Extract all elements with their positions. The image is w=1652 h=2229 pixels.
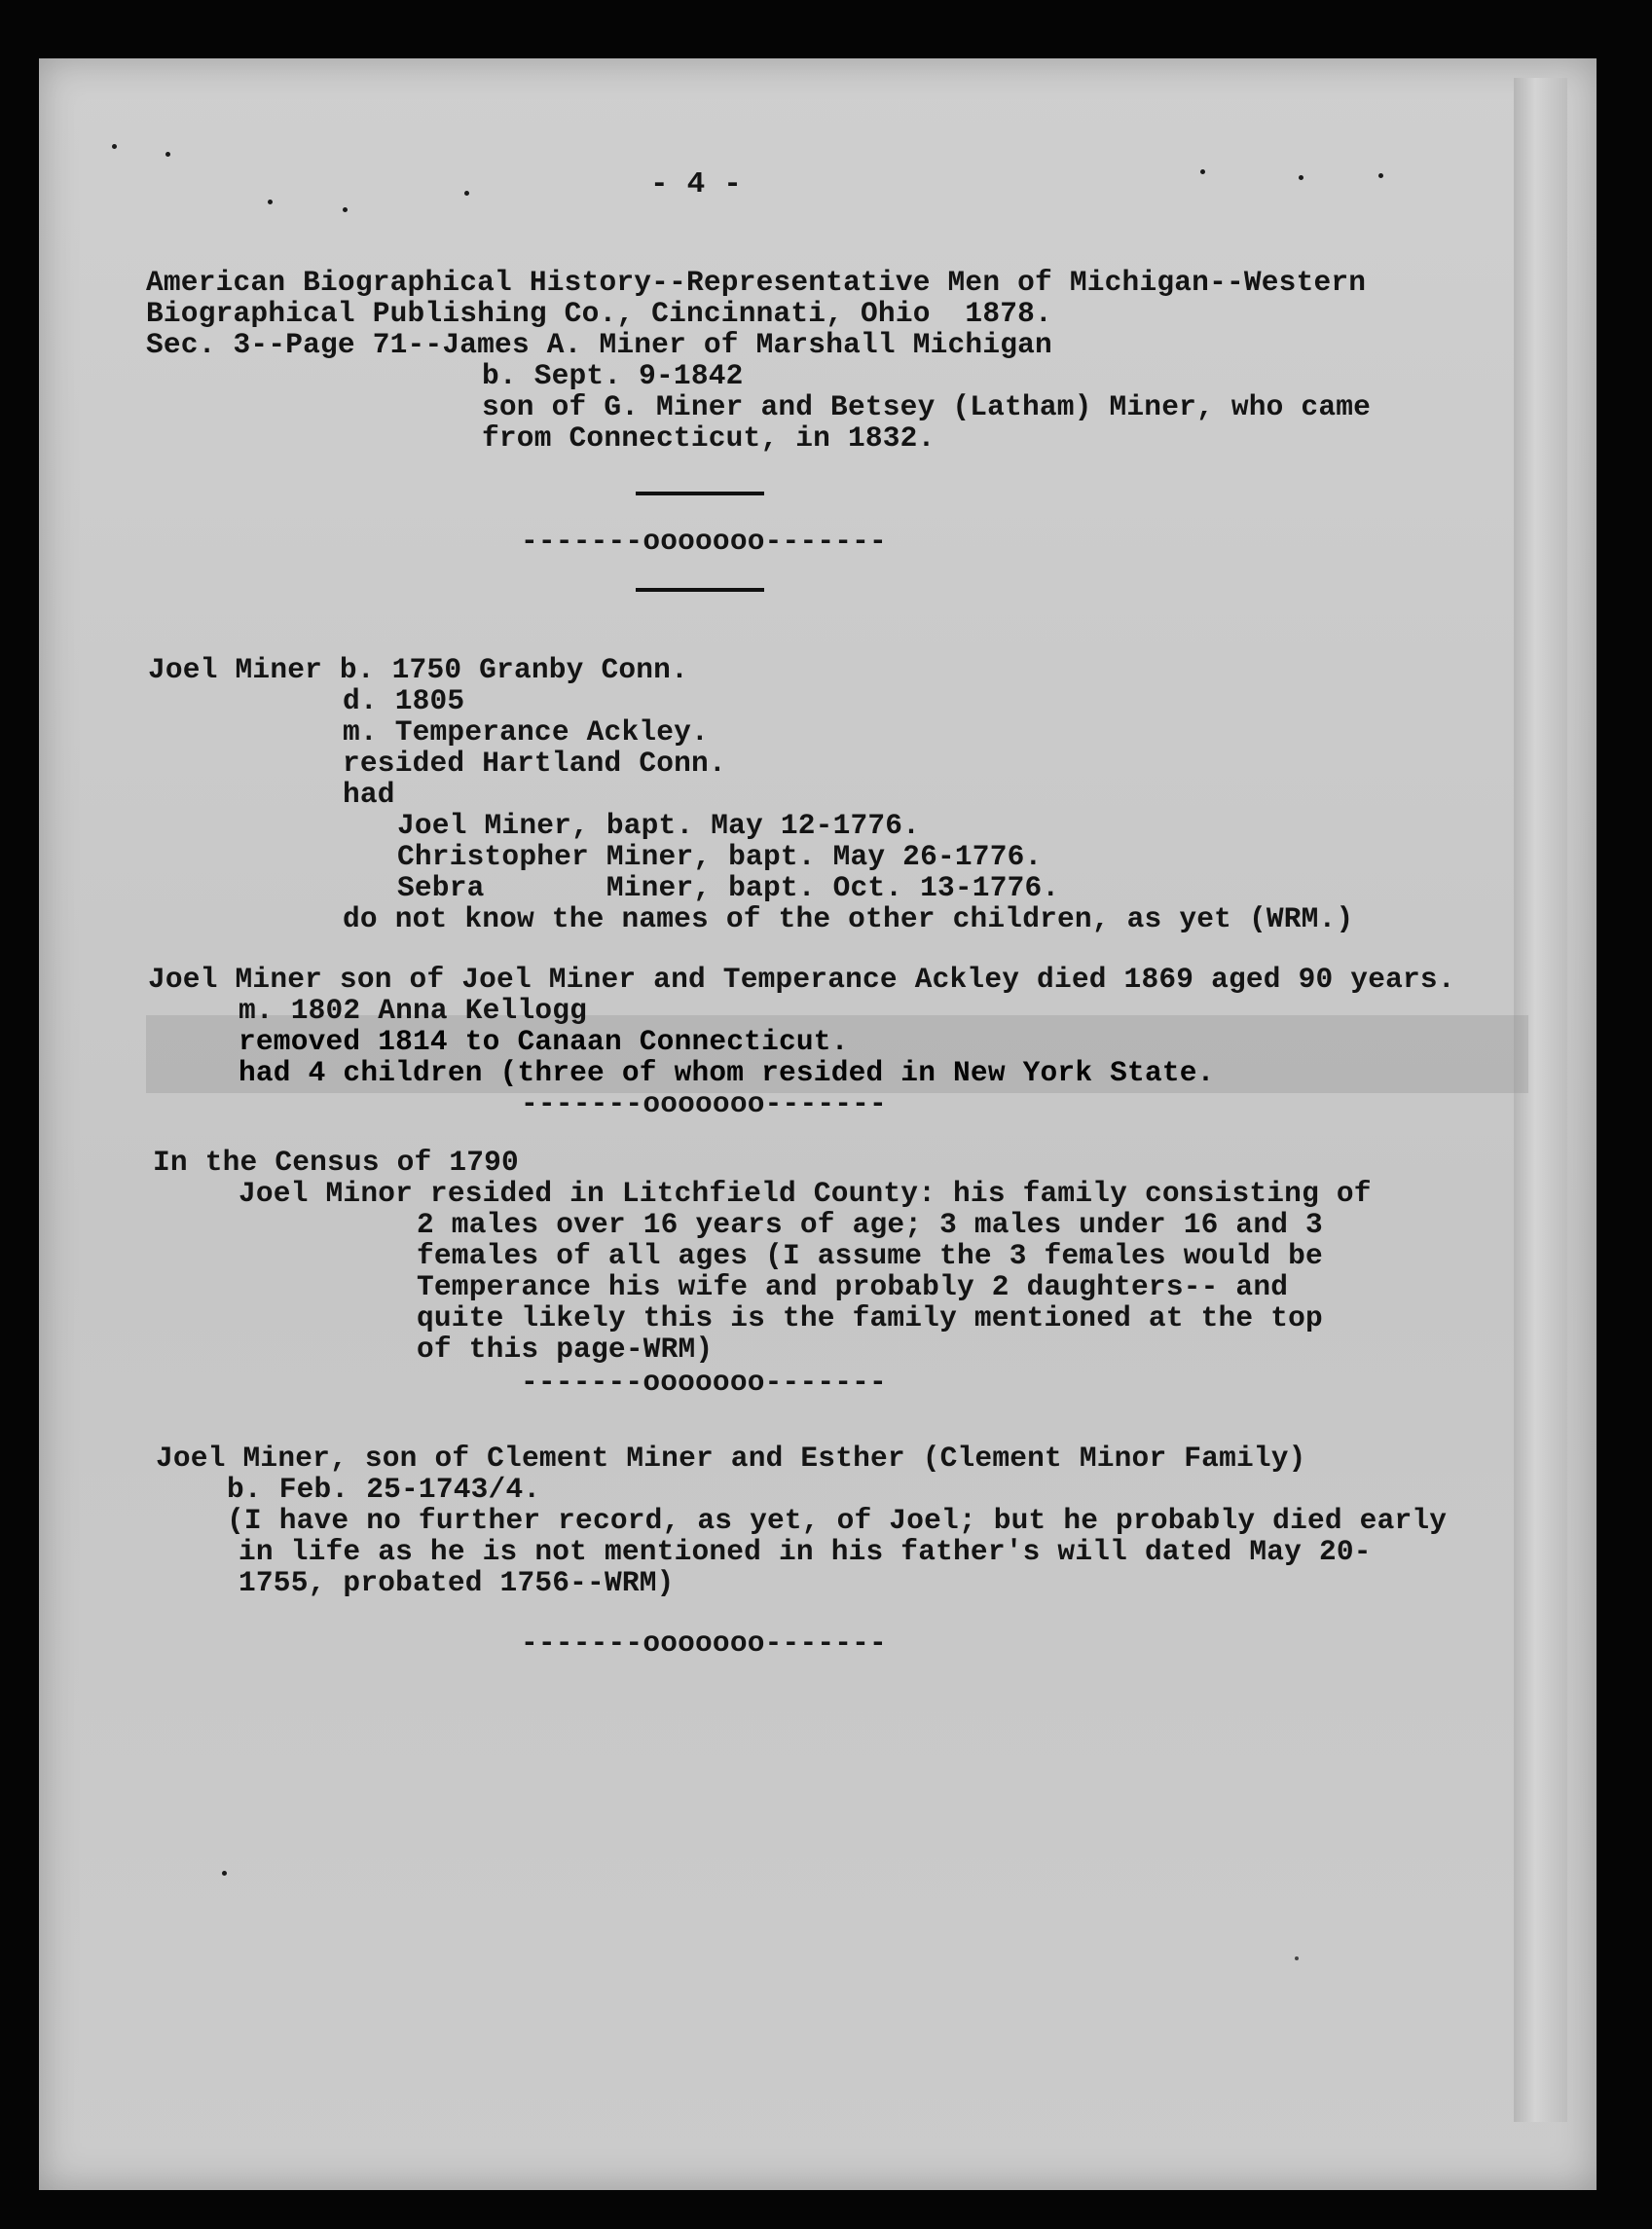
joel-jr-line: removed 1814 to Canaan Connecticut. xyxy=(239,1025,849,1058)
ink-speck xyxy=(1378,173,1383,178)
joel-jr-line: had 4 children (three of whom resided in New York State. xyxy=(239,1056,1215,1089)
ink-speck xyxy=(268,200,273,204)
joel-clement-line: (I have no further record, as yet, of Joel; but he probably died early xyxy=(227,1504,1448,1537)
census-line: quite likely this is the family mentioned at the top xyxy=(417,1301,1323,1334)
ink-speck xyxy=(464,191,469,196)
page-number: - 4 - xyxy=(650,167,743,201)
child-line: Joel Miner, bapt. May 12-1776. xyxy=(397,809,921,842)
joel-jr-line: Joel Miner son of Joel Miner and Temperance Ackley died 1869 aged 90 years. xyxy=(148,963,1455,996)
joel-sr-line: d. 1805 xyxy=(343,684,465,717)
ink-speck xyxy=(222,1871,227,1876)
source-line: American Biographical History--Representative Men of Michigan--Western xyxy=(146,266,1367,299)
document-page xyxy=(39,58,1597,2190)
source-line: son of G. Miner and Betsey (Latham) Miner, who came xyxy=(482,390,1372,423)
census-line: Joel Minor resided in Litchfield County: his family consisting of xyxy=(239,1177,1372,1210)
source-line: b. Sept. 9-1842 xyxy=(482,359,744,392)
joel-clement-line: b. Feb. 25-1743/4. xyxy=(227,1473,541,1506)
joel-sr-line: Joel Miner b. 1750 Granby Conn. xyxy=(148,653,688,686)
divider-rule xyxy=(636,492,764,495)
child-line: Christopher Miner, bapt. May 26-1776. xyxy=(397,840,1043,873)
separator: -------ooooooo------- xyxy=(521,1626,887,1660)
source-line: Sec. 3--Page 71--James A. Miner of Marshall Michigan xyxy=(146,328,1052,361)
joel-sr-line: m. Temperance Ackley. xyxy=(343,715,709,749)
divider-rule xyxy=(636,588,764,592)
census-line: 2 males over 16 years of age; 3 males under 16 and 3 xyxy=(417,1208,1323,1241)
ink-speck xyxy=(1299,175,1303,180)
separator: -------ooooooo------- xyxy=(521,1366,887,1399)
joel-clement-line: in life as he is not mentioned in his father's will dated May 20- xyxy=(239,1535,1372,1568)
census-line: Temperance his wife and probably 2 daughters-- and xyxy=(417,1270,1289,1303)
source-line: Biographical Publishing Co., Cincinnati, Ohio 1878. xyxy=(146,297,1052,330)
joel-clement-line: Joel Miner, son of Clement Miner and Esther (Clement Minor Family) xyxy=(156,1442,1306,1475)
census-line: females of all ages (I assume the 3 females would be xyxy=(417,1239,1323,1272)
ink-speck xyxy=(1295,1956,1299,1960)
joel-sr-line: do not know the names of the other children, as yet (WRM.) xyxy=(343,902,1354,935)
separator: -------ooooooo------- xyxy=(521,1087,887,1120)
page-edge xyxy=(1514,78,1567,2122)
ink-speck xyxy=(112,144,117,149)
ink-speck xyxy=(165,152,170,157)
joel-jr-line: m. 1802 Anna Kellogg xyxy=(239,994,588,1027)
joel-sr-line: had xyxy=(343,778,395,811)
census-line: In the Census of 1790 xyxy=(153,1146,519,1179)
ink-speck xyxy=(343,207,348,212)
child-line: Sebra Miner, bapt. Oct. 13-1776. xyxy=(397,871,1060,904)
census-line: of this page-WRM) xyxy=(417,1333,714,1366)
joel-clement-line: 1755, probated 1756--WRM) xyxy=(239,1566,675,1599)
ink-speck xyxy=(1200,169,1205,174)
separator: -------ooooooo------- xyxy=(521,525,887,558)
joel-sr-line: resided Hartland Conn. xyxy=(343,747,726,780)
source-line: from Connecticut, in 1832. xyxy=(482,421,936,455)
